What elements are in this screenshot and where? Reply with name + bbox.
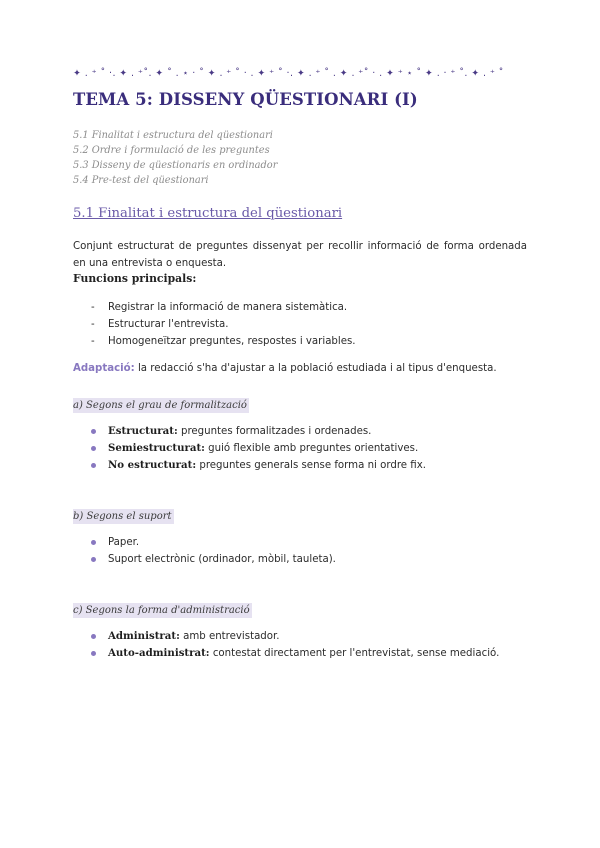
bullet-icon — [91, 446, 96, 451]
list-item — [73, 440, 527, 457]
list-item-text: Homogeneïtzar preguntes, respostes i variables. — [108, 336, 356, 347]
list-item — [73, 457, 527, 474]
subsection-heading-formalization: a) Segons el grau de formalització — [73, 400, 247, 411]
bullet-icon — [91, 463, 96, 468]
table-of-contents — [73, 128, 527, 188]
bullet-icon — [91, 540, 96, 545]
list-item — [73, 423, 527, 440]
list-item-text: Suport electrònic (ordinador, mòbil, tauleta). — [108, 554, 336, 565]
toc-item[interactable]: 5.3 Disseny de qüestionaris en ordinador — [73, 160, 278, 171]
list-item — [73, 333, 527, 350]
definition: preguntes generals sense forma ni ordre fix. — [196, 460, 426, 471]
list-item — [73, 551, 527, 568]
administration-list — [73, 628, 527, 662]
toc-item[interactable]: 5.1 Finalitat i estructura del qüestionari — [73, 130, 273, 141]
list-item-text: Paper. — [108, 537, 140, 548]
intro-paragraph: Conjunt estructurat de preguntes dissenyat per recollir informació de forma ordenada en una entrevista o enquesta. — [73, 241, 527, 269]
formalization-list — [73, 423, 527, 474]
subsection-heading-administration: c) Segons la forma d'administració — [73, 605, 250, 616]
term: No estructurat: — [108, 459, 197, 471]
list-item-text: Estructurar l'entrevista. — [108, 319, 229, 330]
functions-label: Funcions principals: — [73, 272, 197, 285]
dash-marker: - — [91, 319, 95, 330]
adaptation-label: Adaptació: — [73, 363, 135, 374]
dash-marker: - — [91, 302, 95, 313]
support-list — [73, 534, 527, 568]
subsection-heading-support: b) Segons el suport — [73, 511, 172, 522]
section-heading: 5.1 Finalitat i estructura del qüestionari — [73, 206, 343, 221]
list-item — [73, 628, 527, 645]
term: Semiestructurat: — [108, 442, 205, 454]
term: Administrat: — [108, 630, 180, 642]
page-title: TEMA 5: DISSENY QÜESTIONARI (I) — [73, 90, 418, 109]
bullet-icon — [91, 634, 96, 639]
term: Auto-administrat: — [108, 647, 210, 659]
dash-marker: - — [91, 336, 95, 347]
list-item — [73, 299, 527, 316]
term: Estructurat: — [108, 425, 178, 437]
bullet-icon — [91, 557, 96, 562]
toc-item[interactable]: 5.4 Pre-test del qüestionari — [73, 175, 209, 186]
adaptation-note — [73, 360, 527, 377]
list-item — [73, 645, 527, 662]
bullet-icon — [91, 651, 96, 656]
list-item — [73, 534, 527, 551]
page-content — [73, 66, 527, 662]
adaptation-text: la redacció s'ha d'ajustar a la població estudiada i al tipus d'enquesta. — [134, 363, 497, 374]
functions-list — [73, 299, 527, 350]
decorative-star-border: ✦ . ⁺ ˚ ·. ✦ . ⁺˚. ✦ ˚ . ⋆ · ˚ ✦ . ⁺ ˚ · . ✦ ⁺ ˚ ·. ✦ . ⁺ ˚ . ✦ . ⁺˚ · . ✦ ⁺ ⋆ ˚ ✦ . · ⁺ ˚. ✦ . ⁺ ˚ — [73, 68, 504, 79]
definition: amb entrevistador. — [179, 631, 280, 642]
definition: preguntes formalitzades i ordenades. — [177, 426, 372, 437]
definition: contestat directament per l'entrevistat, sense mediació. — [209, 648, 500, 659]
list-item — [73, 316, 527, 333]
toc-item[interactable]: 5.2 Ordre i formulació de les preguntes — [73, 145, 270, 156]
bullet-icon — [91, 429, 96, 434]
list-item-text: Registrar la informació de manera sistemàtica. — [108, 302, 348, 313]
definition: guió flexible amb preguntes orientatives. — [204, 443, 419, 454]
